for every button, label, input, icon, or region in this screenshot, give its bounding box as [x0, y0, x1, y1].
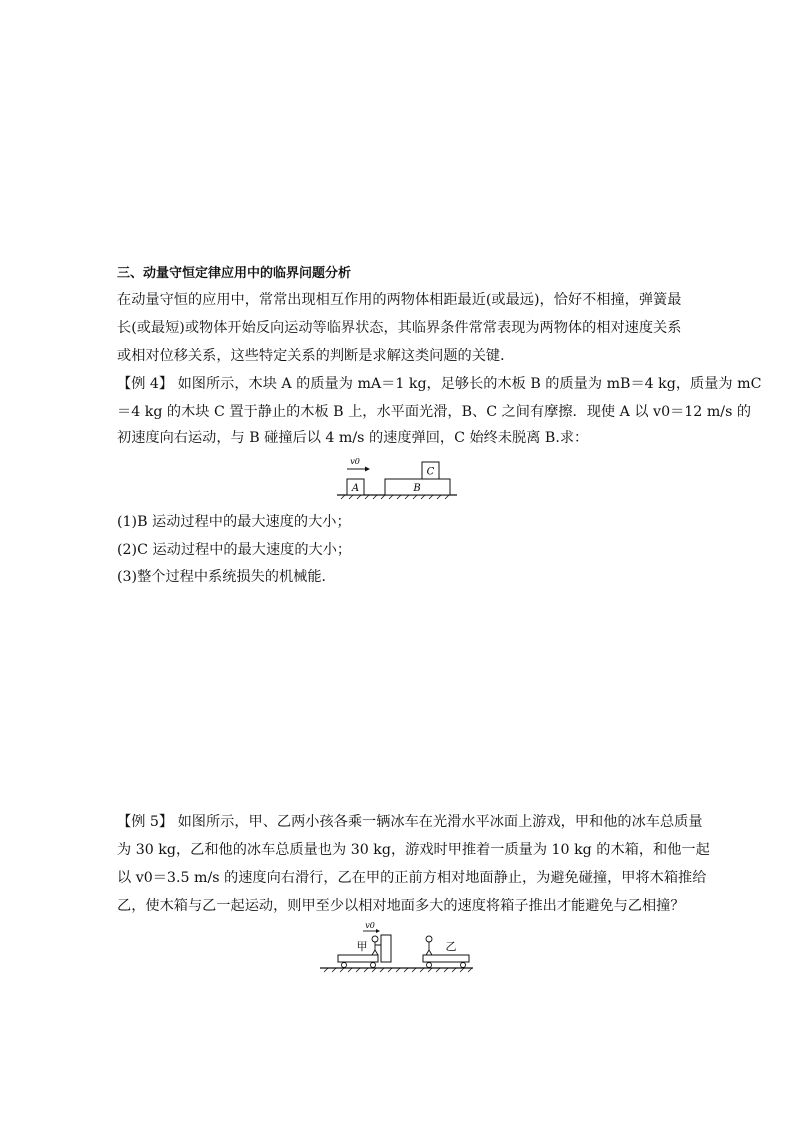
velocity-arrowhead-5 [376, 929, 380, 933]
board-b-label: B [413, 483, 421, 494]
sled-yi-wheel-right [461, 963, 466, 968]
velocity-arrowhead [365, 467, 370, 472]
example4-line-1: 【例 4】 如图所示，木块 A 的质量为 mA＝1 kg，足够长的木板 B 的质量为 mB＝4 kg，质量为 mC [117, 376, 762, 392]
question-2: (2)C 运动过程中的最大速度的大小； [117, 542, 352, 558]
sled-jia-wheel-left [342, 963, 347, 968]
jia-label: 甲 [356, 940, 368, 953]
example4-figure [335, 455, 460, 505]
velocity-label-5: v0 [365, 921, 375, 930]
example5-line-4: 乙，使木箱与乙一起运动，则甲至少以相对地面多大的速度将箱子推出才能避免与乙相撞？ [117, 898, 685, 914]
block-a-label: A [351, 483, 360, 494]
example4-line-3: 初速度向右运动，与 B 碰撞后以 4 m/s 的速度弹回，C 始终未脱离 B.求： [117, 430, 589, 446]
child-yi-body [426, 942, 432, 955]
example4-line-2: ＝4 kg 的木块 C 置于静止的木板 B 上，水平面光滑，B、C 之间有摩擦．现使 A 以 v0＝12 m/s 的 [117, 404, 752, 420]
velocity-label: v0 [350, 457, 360, 466]
child-jia-head [372, 936, 378, 942]
intro-line-3: 或相对位移关系，这些特定关系的判断是求解这类问题的关键． [117, 348, 515, 364]
intro-line-1: 在动量守恒的应用中，常常出现相互作用的两物体相距最近(或最远)，恰好不相撞，弹簧最 [117, 292, 682, 308]
sled-yi-wheel-left [427, 963, 432, 968]
example5-figure [318, 920, 476, 975]
example5-line-2: 为 30 kg，乙和他的冰车总质量也为 30 kg，游戏时甲推着一质量为 10 kg 的木箱，和他一起 [117, 842, 710, 858]
example5-line-3: 以 v0＝3.5 m/s 的速度向右滑行，乙在甲的正前方相对地面静止，为避免碰撞，甲将木箱推给 [117, 870, 707, 886]
sled-jia [338, 955, 378, 962]
child-yi-head [426, 936, 432, 942]
child-jia-body [372, 942, 381, 955]
question-1: (1)B 运动过程中的最大速度的大小； [117, 514, 351, 530]
block-c-label: C [426, 466, 435, 478]
intro-line-2: 长(或最短)或物体开始反向运动等临界状态，其临界条件常常表现为两物体的相对速度关系 [117, 320, 682, 336]
yi-label: 乙 [445, 940, 457, 953]
question-3: (3)整个过程中系统损失的机械能． [117, 569, 336, 585]
ground-hatching [341, 495, 449, 499]
section-heading: 三、动量守恒定律应用中的临界问题分析 [117, 266, 352, 281]
sled-yi [423, 955, 469, 962]
sled-jia-wheel-right [371, 963, 376, 968]
wooden-box [381, 935, 391, 962]
example5-line-1: 【例 5】 如图所示，甲、乙两小孩各乘一辆冰车在光滑水平冰面上游戏，甲和他的冰车总质量 [117, 814, 703, 830]
